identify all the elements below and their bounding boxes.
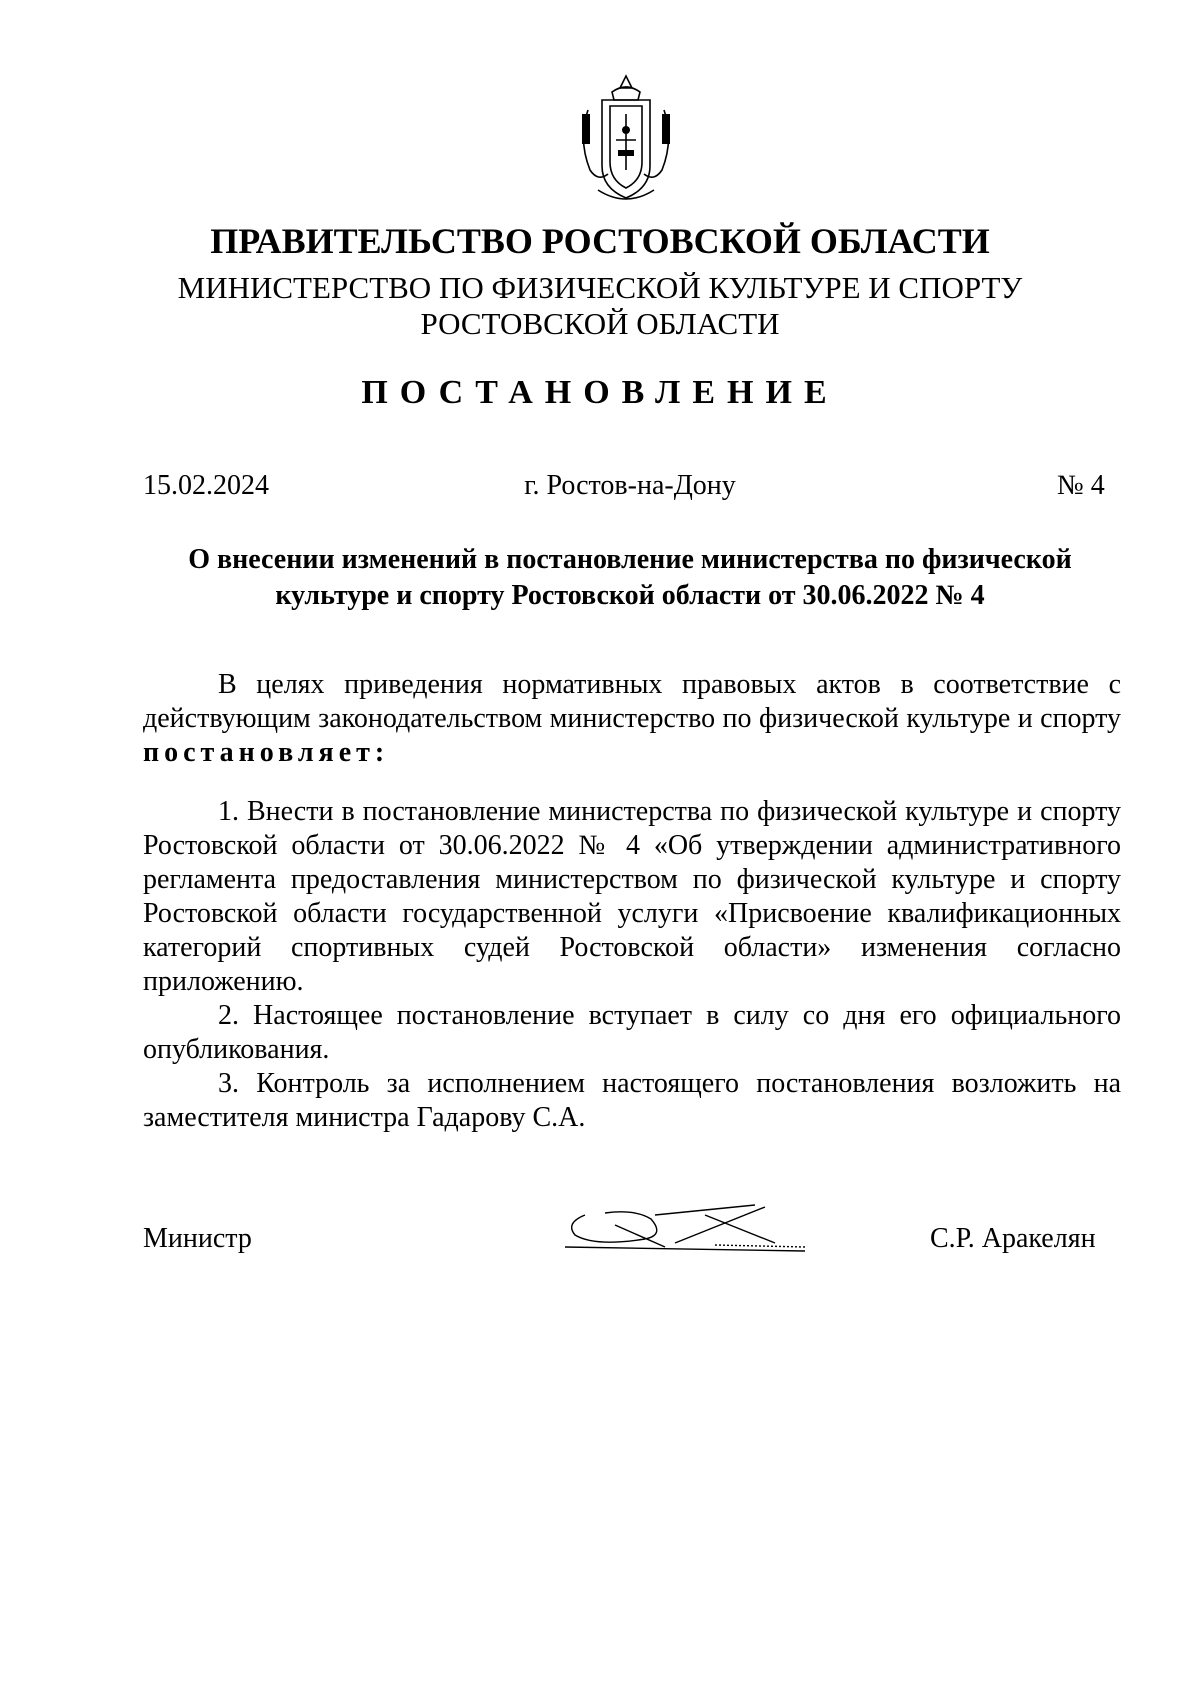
preamble	[143, 668, 1121, 770]
ministry-title-line2: РОСТОВСКОЙ ОБЛАСТИ	[420, 306, 780, 341]
coat-of-arms-icon	[568, 70, 684, 210]
list-item: 1. Внести в постановление министерства по физической культуре и спорту Ростовской области от 30.06.2022 № 4 «Об утверждении административного регламента предоставления министерством по физической культуре и спорту Ростовской области государственной услуги «Присвоение квалификационных категорий спортивных судей Ростовской области» изменения согласно приложению.	[143, 796, 1121, 997]
government-title: ПРАВИТЕЛЬСТВО РОСТОВСКОЙ ОБЛАСТИ	[210, 221, 990, 261]
document-number: № 4	[1057, 470, 1105, 501]
document-place: г. Ростов-на-Дону	[524, 470, 736, 501]
subject-line1: О внесении изменений в постановление министерства по физической	[188, 544, 1072, 575]
signatory-role: Министр	[143, 1223, 252, 1254]
preamble-paragraph	[143, 668, 1121, 770]
decree-items	[143, 795, 1121, 1135]
ministry-title-line1: МИНИСТЕРСТВО ПО ФИЗИЧЕСКОЙ КУЛЬТУРЕ И СПОРТУ	[177, 270, 1023, 305]
handwritten-signature-icon	[555, 1195, 825, 1265]
document-type: ПОСТАНОВЛЕНИЕ	[361, 374, 839, 411]
list-item: 2. Настоящее постановление вступает в силу со дня его официального опубликования.	[143, 1000, 1121, 1065]
preamble-text: В целях приведения нормативных правовых актов в соответствие с действующим законодательством министерство по физической культуре и спорту	[143, 669, 1121, 734]
subject-line2: культуре и спорту Ростовской области от 30.06.2022 № 4	[275, 580, 985, 611]
document-subject	[140, 542, 1120, 614]
signatory-name: С.Р. Аракелян	[930, 1223, 1096, 1254]
preamble-keyword: постановляет:	[143, 737, 390, 768]
document-date: 15.02.2024	[143, 470, 269, 501]
list-item: 3. Контроль за исполнением настоящего постановления возложить на заместителя министра Гадарову С.А.	[143, 1068, 1121, 1133]
